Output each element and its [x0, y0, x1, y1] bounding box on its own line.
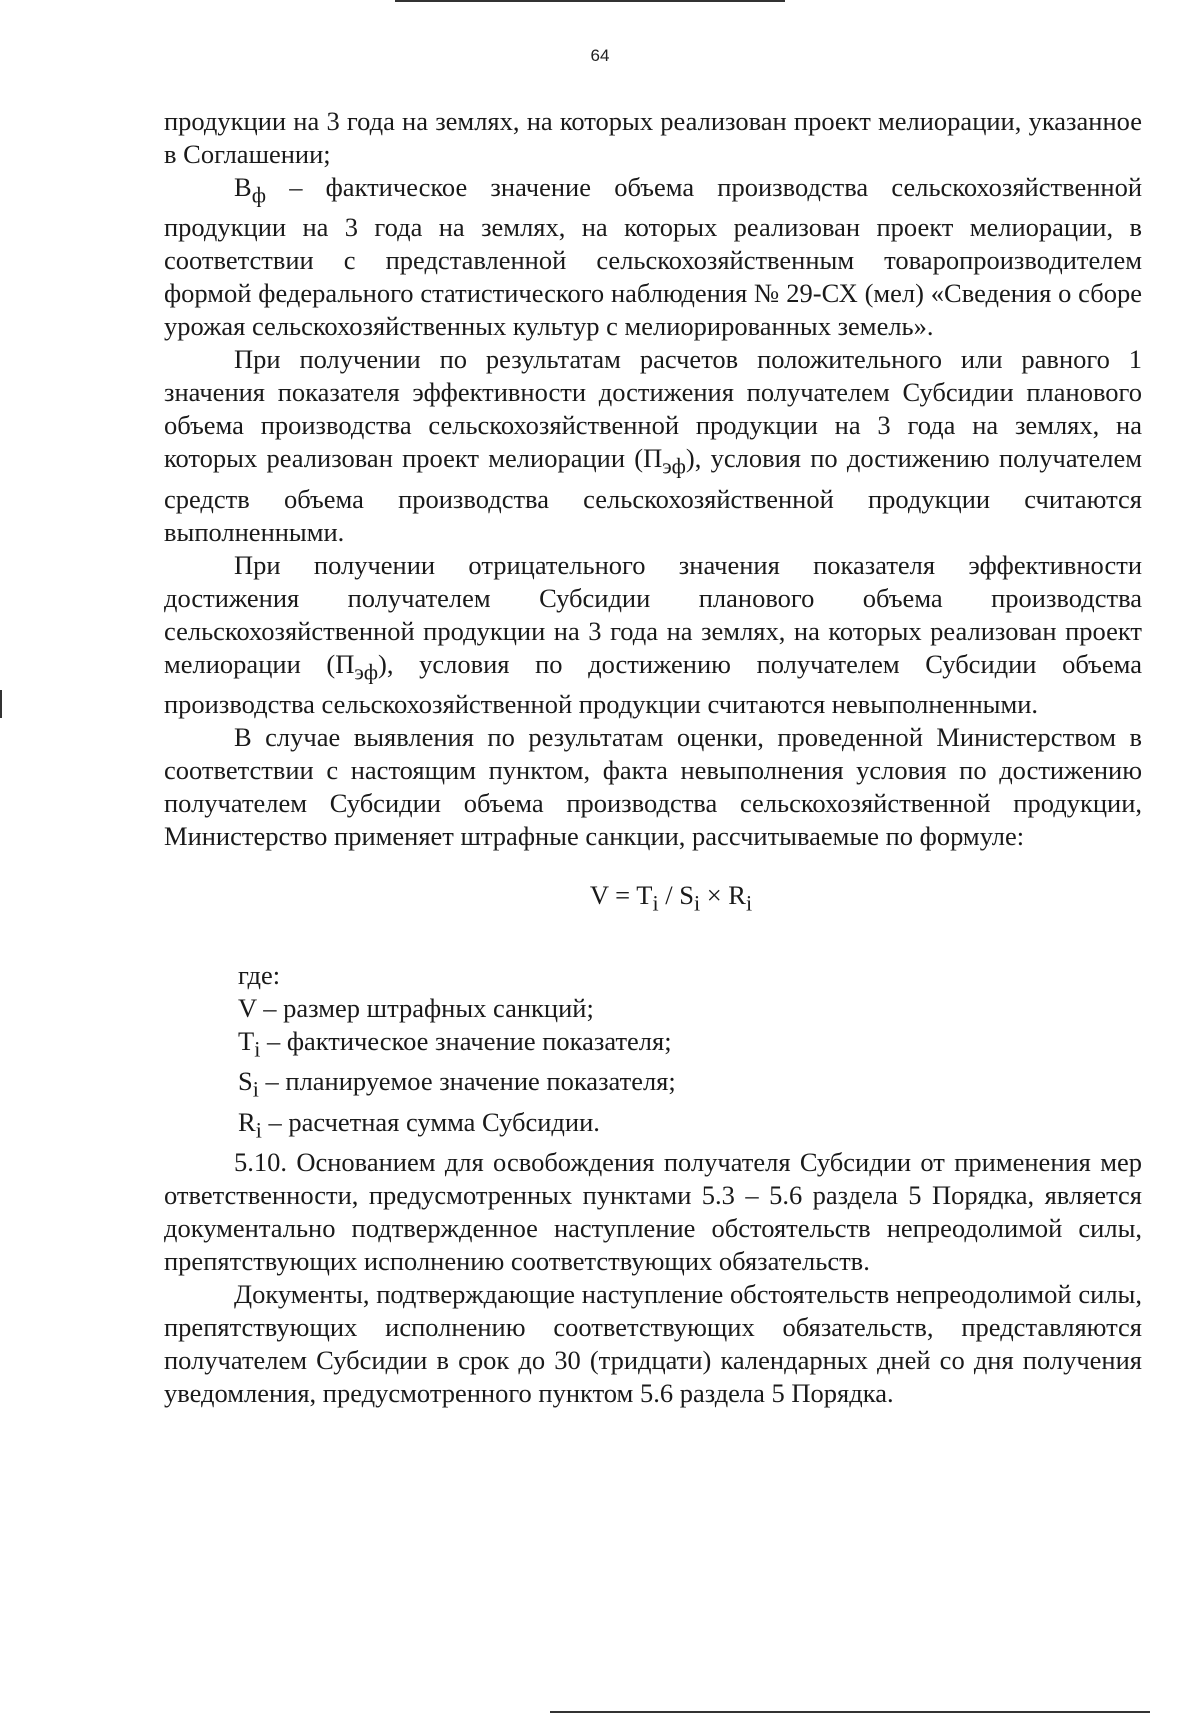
- definition-text: – фактическое значение показателя;: [260, 1026, 672, 1057]
- bf-definition-text: – фактическое значение объема производства сельскохозяйственной продукции на 3 года на землях, на которых реализован проект мелиорации, в соответствии с представленной сельскохозяйственным товаропроизводителем формой федерального статистического наблюдения № 29-СХ (мел) «Сведения о сборе урожая сельскохозяйственных культур с мелиорированных земель».: [164, 172, 1142, 342]
- formula-subscript: i: [745, 890, 753, 916]
- section-5-10: 5.10. Основанием для освобождения получателя Субсидии от применения мер ответственности, предусмотренных пунктами 5.3 – 5.6 раздела 5 Порядка, является документально подтвержденное наступление обстоятельств непреодолимой силы, препятствующих исполнению соответствующих обязательств.: [164, 1147, 1142, 1277]
- definition-text: – планируемое значение показателя;: [258, 1066, 676, 1097]
- where-label: где:: [238, 960, 281, 991]
- page-number: 64: [590, 46, 610, 65]
- paragraph-bf-definition: [164, 171, 1142, 343]
- variable: R: [238, 1106, 256, 1137]
- pef-subscript: эф: [662, 453, 686, 479]
- paragraph-text: При получении по результатам расчетов положительного или равного 1 значения показателя эффективности достижения получателем Субсидии планового объема производства сельскохозяйственной продукции на 3 года на землях, на которых реализован проект мелиорации (П: [164, 344, 1142, 474]
- variable-subscript: i: [255, 1117, 262, 1143]
- variable: S: [238, 1066, 253, 1097]
- bf-variable: В: [234, 172, 252, 202]
- formula-subscript: i: [652, 890, 659, 916]
- variable: T: [238, 1026, 255, 1057]
- paragraph-force-majeure-documents: Документы, подтверждающие наступление обстоятельств непреодолимой силы, препятствующих исполнению соответствующих обязательств, представляются получателем Субсидии в срок до 30 (тридцати) календарных дней со дня получения уведомления, предусмотренного пунктом 5.6 раздела 5 Порядка.: [164, 1279, 1142, 1409]
- scan-edge-top: [395, 0, 785, 2]
- definition-text: – расчетная сумма Субсидии.: [261, 1106, 600, 1137]
- formula-subscript: i: [693, 890, 701, 916]
- scan-edge-left: [0, 690, 2, 718]
- penalty-formula: [164, 879, 1142, 919]
- definition-s: [238, 1065, 1142, 1105]
- pef-subscript: эф: [354, 658, 378, 684]
- paragraph-penalty-intro: В случае выявления по результатам оценки, проведенной Министерством в соответствии с настоящим пунктом, факта невыполнения условия по достижению получателем Субсидии объема производства сельскохозяйственной продукции, Министерство применяет штрафные санкции, рассчитываемые по формуле:: [164, 721, 1142, 851]
- paragraph-positive-result: [164, 343, 1142, 548]
- paragraph-text: ), условия по достижению получателем средств объема производства сельскохозяйственной продукции считаются выполненными.: [164, 443, 1142, 547]
- formula-part: V = T: [589, 879, 653, 910]
- definition-t: [238, 1025, 1142, 1065]
- paragraph-text: ), условия по достижению получателем Субсидии объема производства сельскохозяйственной продукции считаются невыполненными.: [164, 648, 1142, 719]
- variable-subscript: i: [254, 1036, 261, 1062]
- definition-r: [238, 1106, 1142, 1146]
- formula-part: × R: [700, 879, 746, 910]
- paragraph-negative-result: [164, 549, 1142, 721]
- document-body: [164, 105, 1142, 1410]
- paragraph-continuation: продукции на 3 года на землях, на которых реализован проект мелиорации, указанное в Соглашении;: [164, 106, 1142, 169]
- variable-subscript: i: [252, 1076, 259, 1102]
- definition-v: V – размер штрафных санкций;: [238, 993, 594, 1024]
- formula-part: / S: [658, 879, 694, 910]
- scan-edge-bottom: [550, 1711, 1150, 1713]
- paragraph-text: При получении отрицательного значения показателя эффективности достижения получателем Субсидии планового объема производства сельскохозяйственной продукции на 3 года на землях, на которых реализован проект мелиорации (П: [164, 549, 1142, 679]
- bf-subscript: ф: [251, 182, 266, 208]
